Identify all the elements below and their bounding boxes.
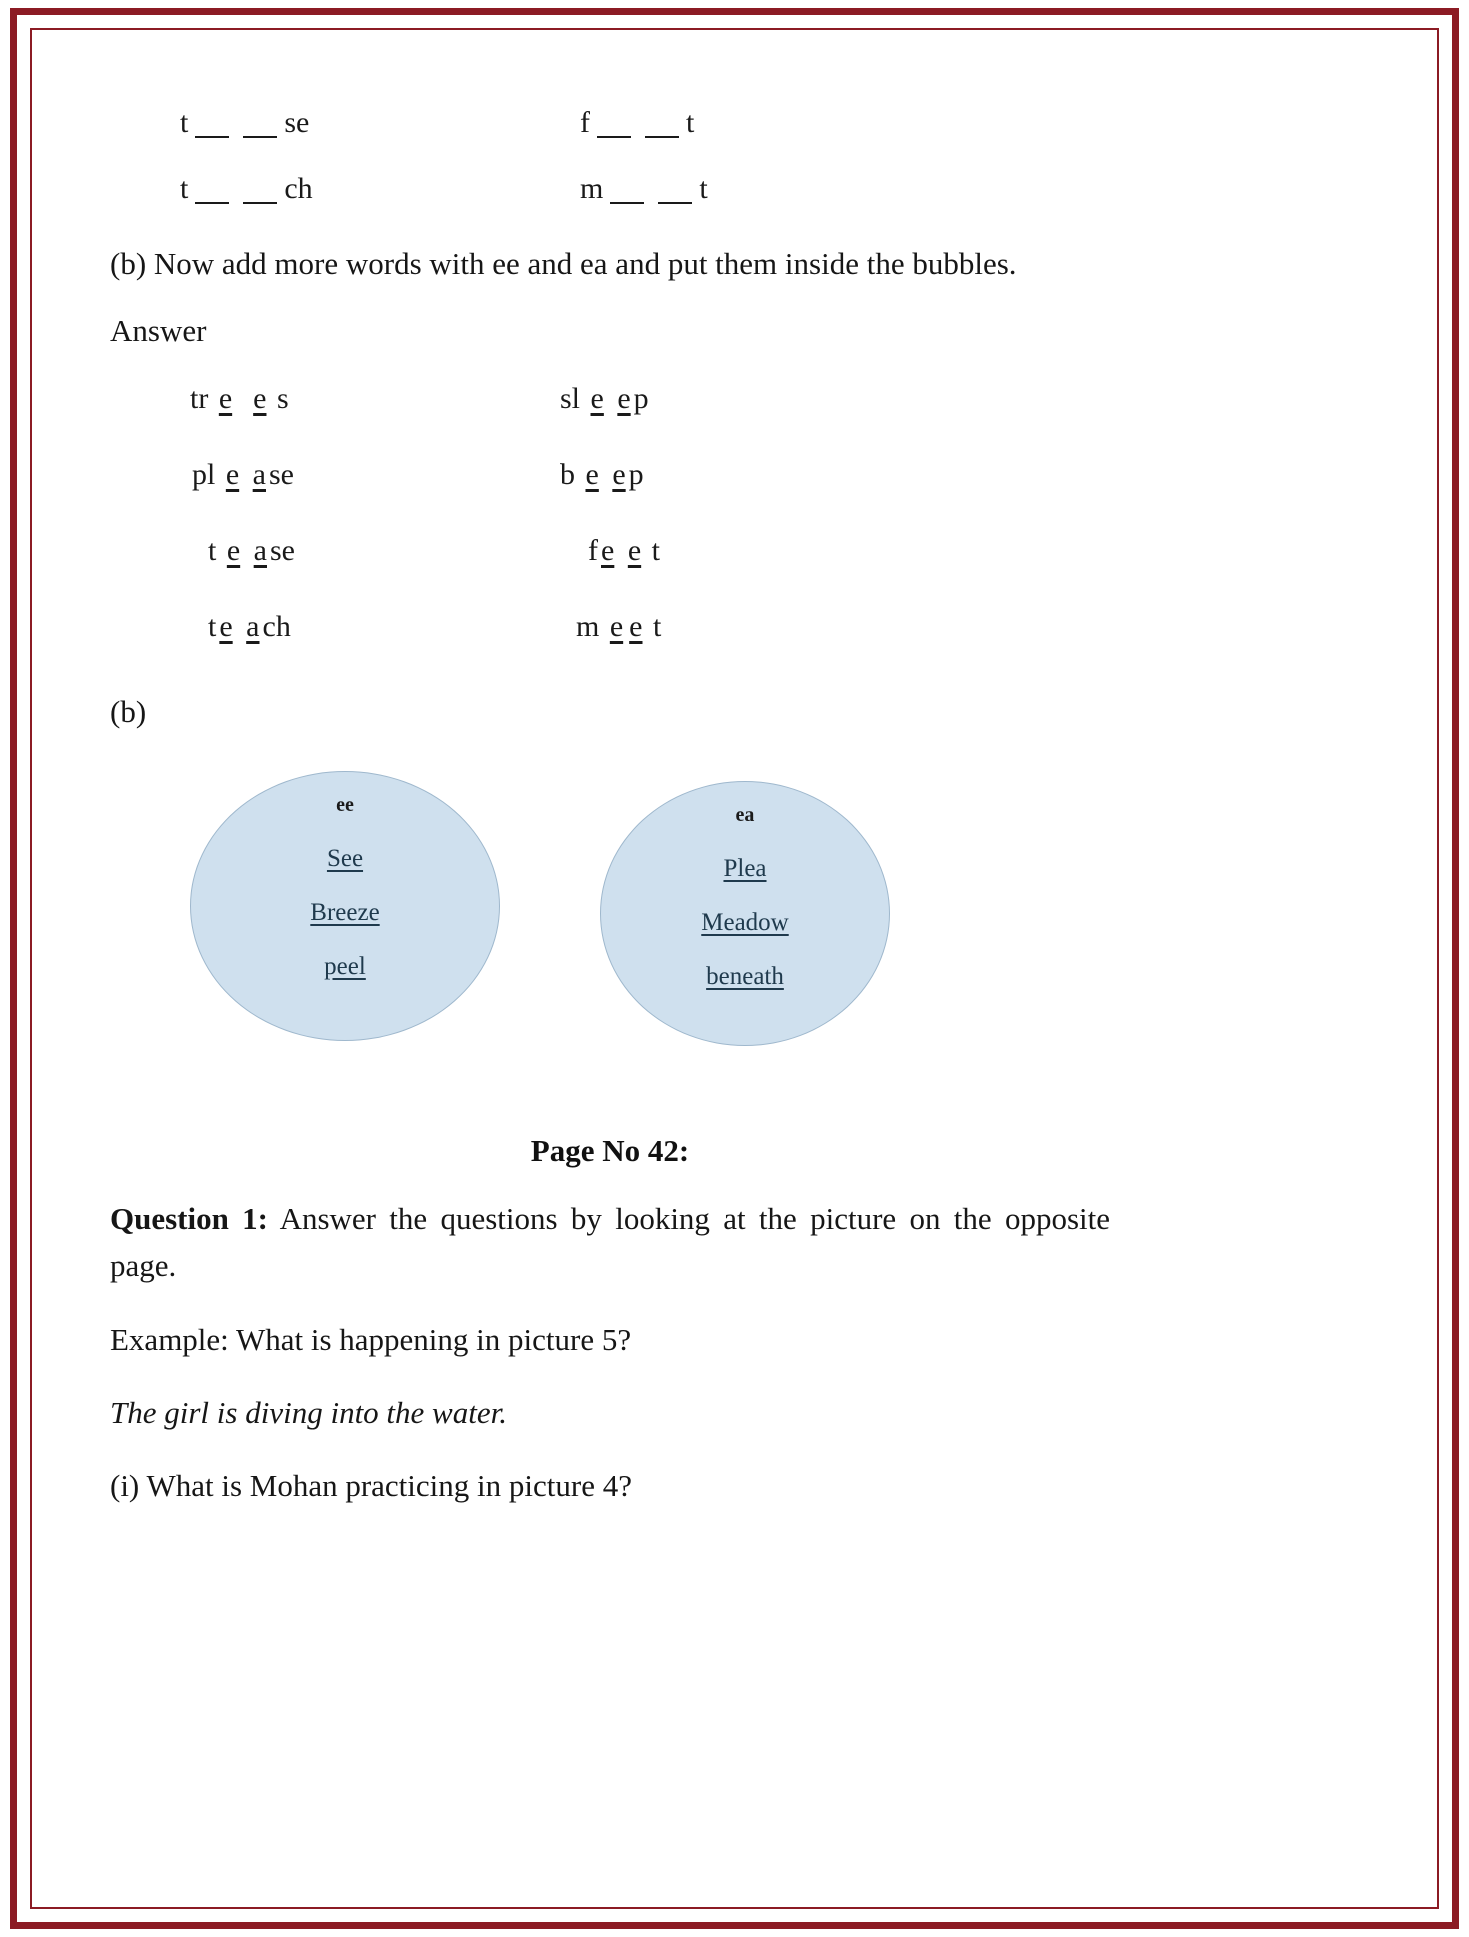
blank-word-right-2 [470,174,708,204]
answer-fill-1: e [609,610,624,644]
answer-word-right-2 [482,460,644,490]
bubble-ee-word-1: See [326,845,364,873]
blank-line [243,180,277,204]
answer-fill-1: e [590,382,604,416]
answer-suffix: ch [262,610,291,644]
answer-prefix: pl [192,458,216,492]
instruction-b: (b) Now add more words with ee and ea and put them inside the bubbles. [110,246,1017,281]
blank-prefix: t [180,172,189,205]
answer-suffix: p [628,458,644,492]
bubble-ee-word-2: Breeze [310,899,380,927]
answer-suffix: p [633,382,649,416]
page-content [110,80,1110,1509]
answer-suffix: s [269,382,289,416]
answer-word-left-4 [110,612,498,642]
answer-fill-1: e [219,610,233,644]
answer-fill-1: e [226,534,241,568]
bubble-ea-title: ea [735,804,755,827]
blank-word-left-1 [110,108,470,138]
question-1 [110,1195,1110,1289]
answer-fill-2: e [629,610,643,644]
answer-prefix: t [208,534,217,568]
answer-suffix: se [270,534,295,568]
bubble-ee-title: ee [336,794,354,817]
blank-row [110,174,1110,204]
blank-line [195,180,229,204]
blank-suffix: ch [284,172,313,205]
bubble-ea-word-1: Plea [723,855,767,883]
answer-word-left-1 [110,384,480,414]
blank-prefix: t [180,106,189,139]
answer-fill-2: e [617,382,631,416]
answer-fill-1: e [585,458,599,492]
question-1-text: Answer the questions by looking at the picture on the opposite page. [110,1201,1110,1284]
blank-line [645,114,679,138]
bubbles-diagram [110,771,1110,1071]
bubble-ee-word-3: peel [324,953,366,981]
blank-line [243,114,277,138]
section-b-label: (b) [110,694,147,730]
blank-row [110,108,1110,138]
answer-fill-2: a [252,458,266,492]
blank-suffix: t [699,172,708,205]
blank-line [610,180,644,204]
blank-prefix: f [580,106,590,139]
answer-word-right-3 [498,536,660,566]
answer-row [110,536,1110,566]
answer-fill-1: e [225,458,240,492]
blank-suffix: se [284,106,310,139]
answer-fill-1: e [601,534,615,568]
answer-word-right-1 [480,384,649,414]
answer-fill-2: a [246,610,260,644]
answer-prefix: b [560,458,575,492]
answer-fill-2: e [612,458,626,492]
blank-word-right-1 [470,108,694,138]
answer-fill-2: e [627,534,642,568]
example-answer: The girl is diving into the water. [110,1394,507,1430]
answer-label: Answer [110,313,207,349]
answer-word-list [110,384,1110,642]
answer-word-right-4 [498,612,661,642]
blank-word-left-2 [110,174,470,204]
blank-line [195,114,229,138]
page-heading: Page No 42: [530,1133,690,1169]
bubble-ea-word-2: Meadow [701,909,789,937]
answer-prefix: f [588,534,598,568]
answer-prefix: sl [560,382,581,416]
question-1-label: Question 1: [110,1201,268,1237]
blank-suffix: t [686,106,695,139]
blank-line [597,114,631,138]
blank-line [658,180,692,204]
answer-word-left-3 [110,536,498,566]
answer-prefix: tr [190,382,209,416]
answer-fill-1: e [218,382,233,416]
bubble-ea [600,781,890,1046]
answer-row [110,384,1110,414]
bubble-ea-word-3: beneath [706,963,784,991]
answer-suffix: se [269,458,294,492]
answer-fill-2: e [253,382,267,416]
example-line: Example: What is happening in picture 5? [110,1321,632,1357]
question-i: (i) What is Mohan practicing in picture 4? [110,1467,632,1503]
bubble-ee [190,771,500,1041]
blank-fill-exercise [110,108,1110,204]
answer-suffix: t [645,610,662,644]
answer-prefix: m [576,610,600,644]
answer-word-left-2 [110,460,482,490]
answer-fill-2: a [253,534,267,568]
blank-prefix: m [580,172,604,205]
answer-prefix: t [208,610,217,644]
answer-row [110,612,1110,642]
answer-row [110,460,1110,490]
answer-suffix: t [644,534,660,568]
